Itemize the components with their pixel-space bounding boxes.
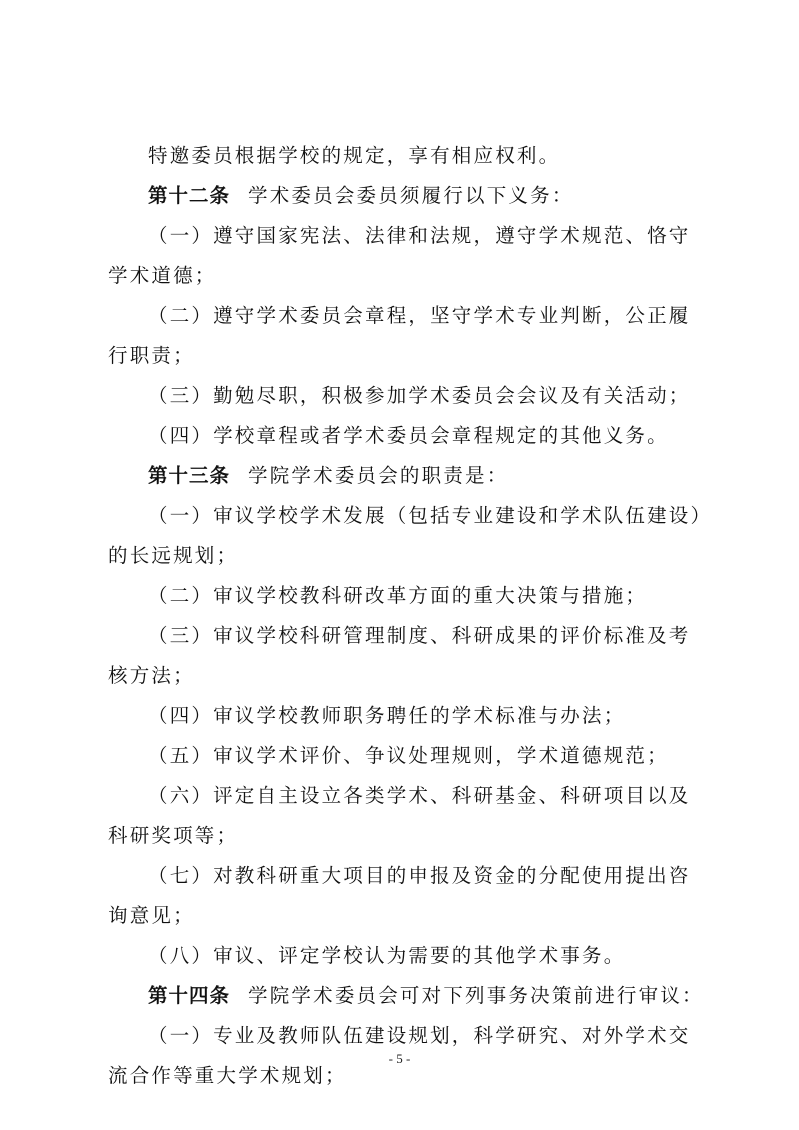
paragraph-line [108, 376, 698, 416]
line-text: （一）遵守国家宪法、法律和法规，遵守学术规范、恪守 [148, 224, 691, 247]
line-text: （五）审议学术评价、争议处理规则，学术道德规范； [148, 744, 669, 767]
line-text: （二）遵守学术委员会章程，坚守学术专业判断，公正履 [148, 304, 691, 327]
line-text: 行职责； [108, 344, 195, 367]
line-text: 核方法； [108, 664, 195, 687]
line-text: （七）对教科研重大项目的申报及资金的分配使用提出咨 [148, 864, 691, 887]
paragraph-line [108, 1016, 698, 1056]
paragraph-line [108, 696, 698, 736]
line-text: （四）审议学校教师职务聘任的学术标准与办法； [148, 704, 626, 727]
document-body [108, 136, 713, 1096]
paragraph-line [108, 496, 713, 536]
paragraph-line [108, 896, 698, 936]
article-heading: 第十二条 [148, 184, 231, 207]
line-text: （三）审议学校科研管理制度、科研成果的评价标准及考 [148, 624, 691, 647]
article-heading: 第十四条 [148, 984, 231, 1007]
article-heading: 第十三条 [148, 464, 231, 487]
line-text: 科研奖项等； [108, 824, 239, 847]
paragraph-line [108, 576, 698, 616]
article-13-line [108, 456, 698, 496]
line-text: （八）审议、评定学校认为需要的其他学术事务。 [148, 944, 626, 967]
line-text: 学术道德； [108, 264, 217, 287]
paragraph-line [108, 936, 698, 976]
paragraph-line [108, 296, 698, 336]
line-text: （六）评定自主设立各类学术、科研基金、科研项目以及 [148, 784, 691, 807]
line-text: （三）勤勉尽职，积极参加学术委员会会议及有关活动； [148, 384, 691, 407]
paragraph-line [108, 816, 698, 856]
page-number: - 5 - [388, 1051, 411, 1066]
paragraph-line [108, 536, 698, 576]
article-12-line [108, 176, 698, 216]
paragraph-line [108, 776, 698, 816]
paragraph-line [108, 736, 698, 776]
line-text: 学院学术委员会可对下列事务决策前进行审议： [248, 984, 704, 1007]
line-text: 特邀委员根据学校的规定，享有相应权利。 [148, 144, 561, 167]
paragraph-line [108, 136, 698, 176]
line-text: 学术委员会委员须履行以下义务： [248, 184, 574, 207]
line-text: （一）审议学校学术发展（包括专业建设和学术队伍建设） [148, 504, 713, 527]
line-text: 询意见； [108, 904, 195, 927]
paragraph-line [108, 616, 698, 656]
paragraph-line [108, 416, 698, 456]
paragraph-line [108, 656, 698, 696]
line-text: （一）专业及教师队伍建设规划，科学研究、对外学术交 [148, 1024, 691, 1047]
line-text: （四）学校章程或者学术委员会章程规定的其他义务。 [148, 424, 669, 447]
article-14-line [108, 976, 704, 1016]
paragraph-line [108, 336, 698, 376]
paragraph-line [108, 256, 698, 296]
line-text: 的长远规划； [108, 544, 239, 567]
paragraph-line [108, 856, 698, 896]
line-text: 流合作等重大学术规划； [108, 1064, 347, 1087]
line-text: （二）审议学校教科研改革方面的重大决策与措施； [148, 584, 648, 607]
paragraph-line [108, 216, 698, 256]
line-text: 学院学术委员会的职责是： [248, 464, 509, 487]
